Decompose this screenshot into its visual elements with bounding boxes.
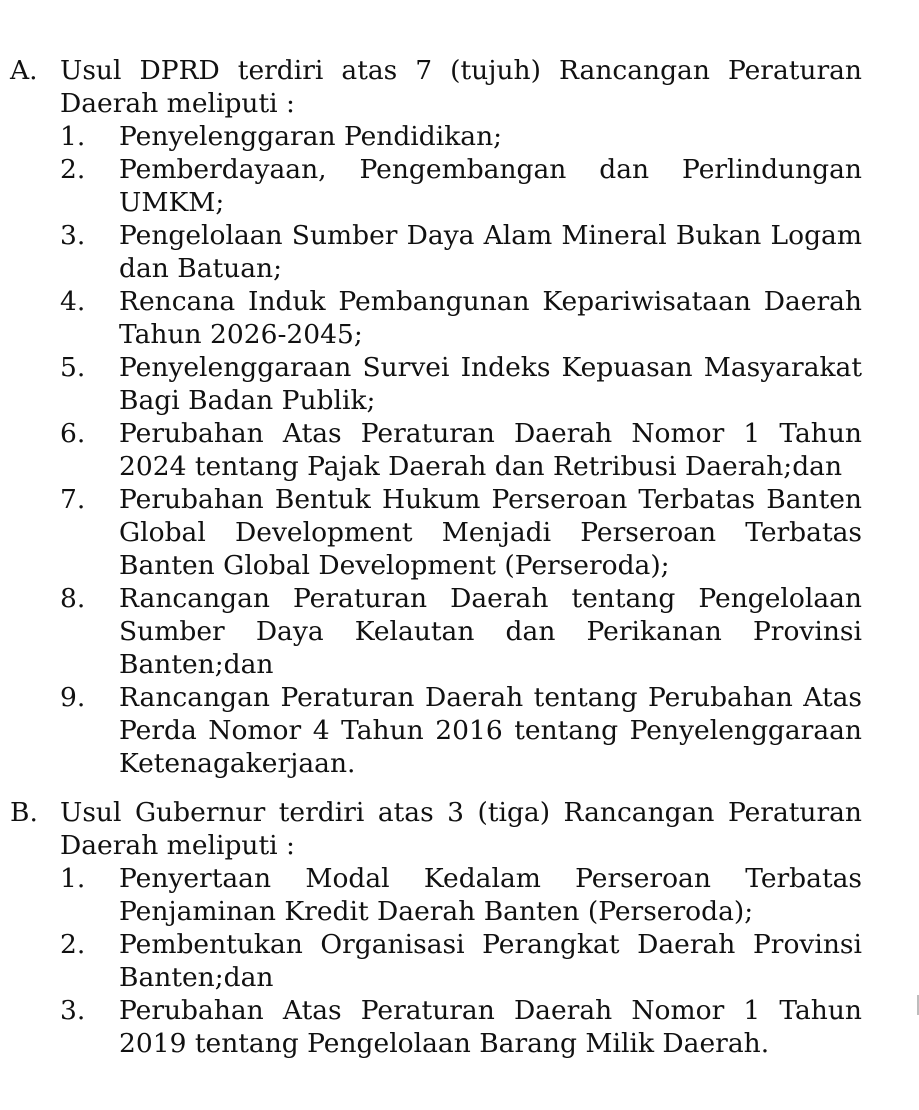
item-number: 4. — [60, 286, 86, 317]
item-text: Rancangan Peraturan Daerah tentang Pengelolaan Sumber Daya Kelautan dan Perikanan Provinsi Banten;dan — [119, 583, 862, 680]
section-a — [10, 54, 862, 780]
item-text: Rancangan Peraturan Daerah tentang Perubahan Atas Perda Nomor 4 Tahun 2016 tentang Penyelenggaraan Ketenagakerjaan. — [119, 682, 862, 779]
item-number: 1. — [60, 121, 86, 152]
item-number: 8. — [60, 583, 86, 614]
item-text: Penyelenggaraan Survei Indeks Kepuasan Masyarakat Bagi Badan Publik; — [119, 352, 862, 416]
list-item — [60, 483, 862, 582]
section-letter: B. — [10, 797, 38, 828]
item-number: 1. — [60, 863, 86, 894]
section-letter: A. — [10, 55, 38, 86]
list-item — [60, 120, 862, 153]
list-item — [60, 994, 862, 1060]
item-number: 9. — [60, 682, 86, 713]
item-text: Pembentukan Organisasi Perangkat Daerah Provinsi Banten;dan — [119, 929, 862, 993]
item-number: 6. — [60, 418, 86, 449]
list-item — [60, 862, 862, 928]
raperda-list — [60, 862, 862, 1060]
item-text: Penyelenggaran Pendidikan; — [119, 121, 503, 152]
item-text: Pengelolaan Sumber Daya Alam Mineral Bukan Logam dan Batuan; — [119, 220, 862, 284]
item-number: 2. — [60, 929, 86, 960]
item-text: Perubahan Bentuk Hukum Perseroan Terbatas Banten Global Development Menjadi Perseroan Terbatas Banten Global Development (Perseroda); — [119, 484, 862, 581]
document-page — [10, 54, 862, 1060]
raperda-list — [60, 120, 862, 780]
section-b — [10, 796, 862, 1060]
section-intro: Usul Gubernur terdiri atas 3 (tiga) Rancangan Peraturan Daerah meliputi : — [60, 797, 862, 861]
list-item — [60, 928, 862, 994]
item-text: Pemberdayaan, Pengembangan dan Perlindungan UMKM; — [119, 154, 862, 218]
item-number: 2. — [60, 154, 86, 185]
list-item — [60, 582, 862, 681]
section-body — [60, 796, 862, 1060]
section-intro: Usul DPRD terdiri atas 7 (tujuh) Rancangan Peraturan Daerah meliputi : — [60, 55, 862, 119]
list-item — [60, 351, 862, 417]
item-number: 3. — [60, 220, 86, 251]
item-number: 7. — [60, 484, 86, 515]
list-item — [60, 681, 862, 780]
list-item — [60, 153, 862, 219]
item-text: Perubahan Atas Peraturan Daerah Nomor 1 Tahun 2024 tentang Pajak Daerah dan Retribusi Daerah;dan — [119, 418, 862, 482]
item-text: Penyertaan Modal Kedalam Perseroan Terbatas Penjaminan Kredit Daerah Banten (Perseroda); — [119, 863, 862, 927]
item-text: Perubahan Atas Peraturan Daerah Nomor 1 Tahun 2019 tentang Pengelolaan Barang Milik Daerah. — [119, 995, 862, 1059]
item-text: Rencana Induk Pembangunan Kepariwisataan Daerah Tahun 2026-2045; — [119, 286, 862, 350]
item-number: 3. — [60, 995, 86, 1026]
list-item — [60, 417, 862, 483]
item-number: 5. — [60, 352, 86, 383]
list-item — [60, 285, 862, 351]
section-body — [60, 54, 862, 780]
list-item — [60, 219, 862, 285]
